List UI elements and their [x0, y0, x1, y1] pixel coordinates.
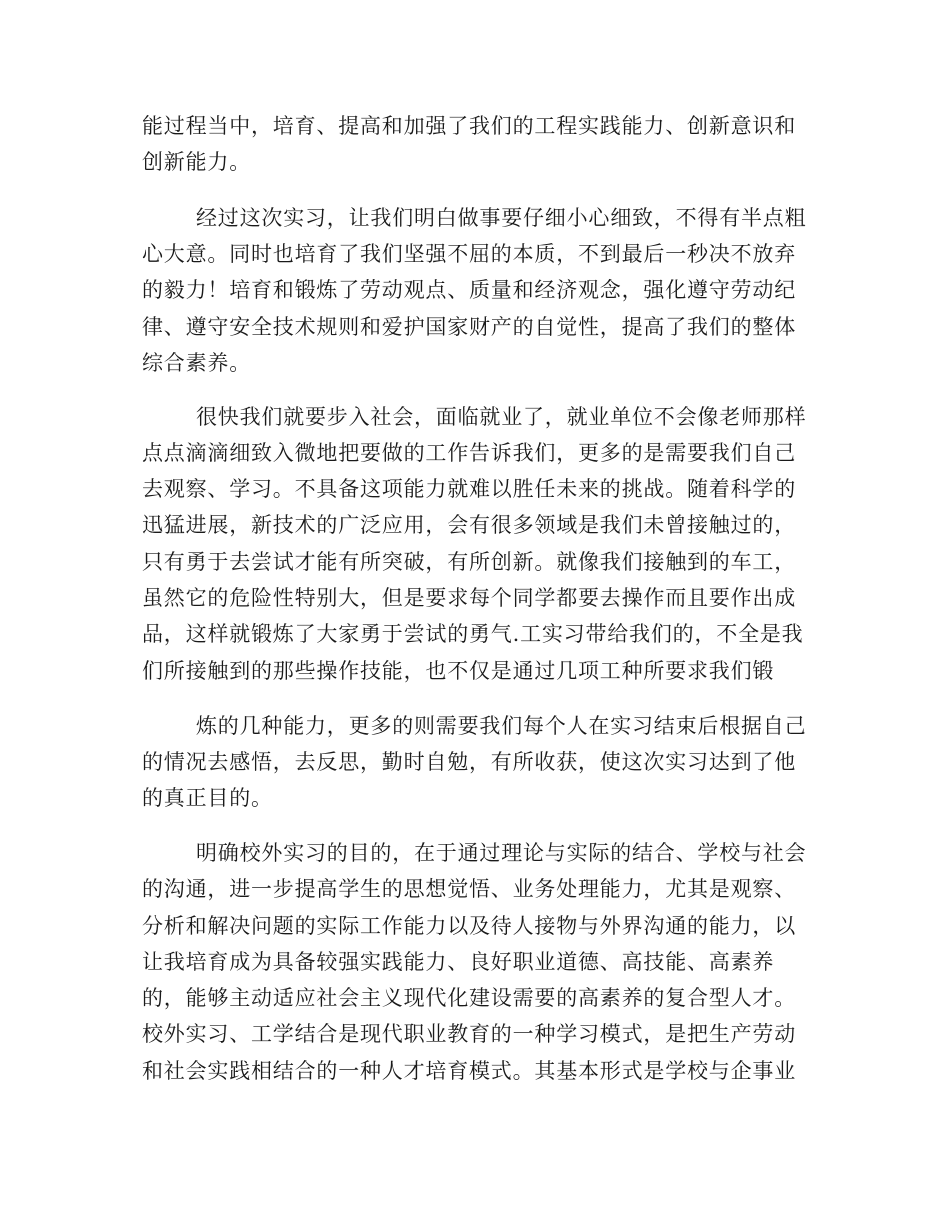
paragraph-line: 创新能力。: [142, 150, 251, 174]
paragraph-line: 炼的几种能力，更多的则需要我们每个人在实习结束后根据自己: [196, 714, 807, 738]
paragraph-line: 和社会实践相结合的一种人才培育模式。其基本形式是学校与企事业: [142, 1059, 796, 1083]
paragraph-line: 的沟通，进一步提高学生的思想觉悟、业务处理能力，尤其是观察、: [142, 877, 796, 901]
paragraph-line: 很快我们就要步入社会，面临就业了，就业单位不会像老师那样: [196, 405, 807, 429]
paragraph-line: 的真正目的。: [142, 786, 273, 810]
paragraph-line: 校外实习、工学结合是现代职业教育的一种学习模式，是把生产劳动: [142, 1022, 796, 1046]
paragraph-line: 虽然它的危险性特别大，但是要求每个同学都要去操作而且要作出成: [142, 586, 796, 610]
paragraph-line: 去观察、学习。不具备这项能力就难以胜任未来的挑战。随着科学的: [142, 477, 796, 501]
paragraph-line: 综合素养。: [142, 351, 251, 375]
paragraph-line: 的毅力！培育和锻炼了劳动观点、质量和经济观念，强化遵守劳动纪: [142, 278, 796, 302]
paragraph-line: 明确校外实习的目的，在于通过理论与实际的结合、学校与社会: [196, 841, 807, 865]
paragraph-line: 心大意。同时也培育了我们坚强不屈的本质，不到最后一秒决不放弃: [142, 242, 796, 266]
paragraph-line: 让我培育成为具备较强实践能力、良好职业道德、高技能、高素养: [142, 950, 775, 974]
paragraph-line: 品，这样就锻炼了大家勇于尝试的勇气.工实习带给我们的，不全是我: [142, 622, 804, 646]
paragraph-line: 的情况去感悟，去反思，勤时自勉，有所收获，使这次实习达到了他: [142, 750, 796, 774]
paragraph-line: 点点滴滴细致入微地把要做的工作告诉我们，更多的是需要我们自己: [142, 441, 796, 465]
paragraph-line: 迅猛进展，新技术的广泛应用，会有很多领域是我们未曾接触过的，: [142, 513, 796, 537]
paragraph-line: 们所接触到的那些操作技能，也不仅是通过几项工种所要求我们锻: [142, 659, 775, 683]
paragraph-line: 律、遵守安全技术规则和爱护国家财产的自觉性，提高了我们的整体: [142, 315, 796, 339]
paragraph-line: 能过程当中，培育、提高和加强了我们的工程实践能力、创新意识和: [142, 114, 796, 138]
paragraph-line: 分析和解决问题的实际工作能力以及待人接物与外界沟通的能力，以: [142, 914, 796, 938]
paragraph-line: 的，能够主动适应社会主义现代化建设需要的高素养的复合型人才。: [142, 986, 796, 1010]
paragraph-line: 经过这次实习，让我们明白做事要仔细小心细致，不得有半点粗: [196, 206, 807, 230]
paragraph-line: 只有勇于去尝试才能有所突破，有所创新。就像我们接触到的车工，: [142, 550, 796, 574]
